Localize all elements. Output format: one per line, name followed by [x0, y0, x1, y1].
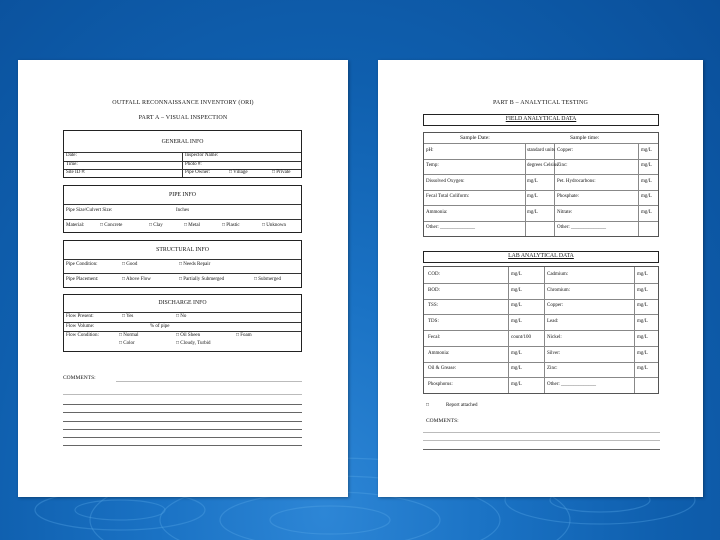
lab-analytical-cell[interactable]: mg/L — [637, 303, 648, 309]
lab-analytical-cell[interactable]: mg/L — [511, 350, 522, 356]
lab-analytical-cell[interactable]: mg/L — [637, 334, 648, 340]
field-analytical-cell: Ammonia: — [426, 209, 448, 215]
lab-analytical-table — [423, 266, 659, 394]
above-flow-checkbox[interactable]: □ Above Flow — [122, 277, 151, 282]
inspector-name-field[interactable]: Inspector Name: — [185, 153, 219, 158]
lab-analytical-cell: Cadmium: — [547, 271, 569, 277]
comment-line[interactable] — [63, 429, 302, 430]
time-field[interactable]: Time: — [66, 162, 78, 167]
lab-analytical-header: LAB ANALYTICAL DATA — [508, 253, 574, 259]
field-analytical-cell[interactable]: mg/L — [641, 209, 652, 215]
good-checkbox[interactable]: □ Good — [122, 262, 138, 267]
lab-analytical-cell[interactable]: mg/L — [637, 319, 648, 325]
pipe-placement-label: Pipe Placement: — [66, 277, 99, 282]
sample-time-label: Sample time: — [570, 135, 600, 141]
field-analytical-cell[interactable]: mg/L — [641, 147, 652, 153]
comment-line[interactable] — [63, 437, 302, 438]
structural-info-box — [63, 240, 302, 288]
field-analytical-cell[interactable]: degrees Celsius — [527, 163, 559, 169]
lab-analytical-cell: BOD: — [428, 287, 440, 293]
normal-checkbox[interactable]: □ Normal — [119, 333, 139, 338]
clay-checkbox[interactable]: □ Clay — [149, 223, 163, 228]
lab-analytical-cell: Silver: — [547, 350, 561, 356]
comment-line[interactable] — [63, 404, 302, 405]
oil-sheen-checkbox[interactable]: □ Oil Sheen — [176, 333, 201, 338]
private-checkbox[interactable]: □ Private — [272, 170, 291, 175]
flow-present-label: Flow Present: — [66, 314, 94, 319]
general-info-header: GENERAL INFO — [161, 139, 204, 145]
field-analytical-cell[interactable]: mg/L — [641, 178, 652, 184]
field-analytical-cell[interactable]: mg/L — [527, 209, 538, 215]
pipe-owner-label: Pipe Owner: — [185, 170, 211, 175]
lab-analytical-cell: Nickel: — [547, 334, 562, 340]
lab-analytical-cell: Ammonia: — [428, 350, 450, 356]
comments-label: COMMENTS: — [426, 418, 459, 424]
site-id-field[interactable]: Site ID #: — [66, 170, 86, 175]
inches-label: Inches — [176, 208, 190, 213]
form-page-part-b — [378, 60, 703, 497]
lab-analytical-cell: Chromium: — [547, 287, 571, 293]
partially-submerged-checkbox[interactable]: □ Partially Submerged — [179, 277, 225, 282]
pipe-info-box — [63, 185, 302, 233]
lab-analytical-cell[interactable]: mg/L — [511, 303, 522, 309]
flow-condition-label: Flow Condition: — [66, 333, 99, 338]
lab-analytical-header-box — [423, 251, 659, 263]
field-analytical-cell: Zinc: — [557, 163, 568, 169]
pipe-condition-label: Pipe Condition: — [66, 262, 98, 267]
comment-line[interactable] — [423, 449, 660, 450]
pipe-info-header: PIPE INFO — [169, 192, 196, 198]
lab-analytical-cell: Zinc: — [547, 366, 558, 372]
checkbox-icon[interactable]: □ — [426, 403, 430, 408]
lab-analytical-cell[interactable]: mg/L — [511, 366, 522, 372]
comment-line[interactable] — [63, 421, 302, 422]
form-title: OUTFALL RECONNAISSANCE INVENTORY (ORI) — [112, 100, 254, 106]
sample-date-label: Sample Date: — [460, 135, 490, 141]
village-checkbox[interactable]: □ Village — [229, 170, 248, 175]
plastic-checkbox[interactable]: □ Plastic — [222, 223, 240, 228]
date-field[interactable]: Date: — [66, 153, 77, 158]
lab-analytical-cell[interactable]: mg/L — [637, 366, 648, 372]
percent-of-pipe-field[interactable]: % of pipe — [150, 324, 170, 329]
flow-volume-label: Flow Volume: — [66, 324, 95, 329]
metal-checkbox[interactable]: □ Metal — [184, 223, 200, 228]
foam-checkbox[interactable]: □ Foam — [236, 333, 252, 338]
pipe-size-field[interactable]: Pipe Size/Culvert Size: — [66, 208, 113, 213]
lab-analytical-cell[interactable]: mg/L — [637, 287, 648, 293]
comment-line[interactable] — [423, 440, 660, 441]
lab-analytical-cell[interactable]: mg/L — [637, 271, 648, 277]
field-analytical-cell[interactable]: mg/L — [641, 163, 652, 169]
comment-line[interactable] — [116, 381, 302, 382]
field-analytical-table — [423, 132, 659, 237]
field-analytical-cell: Copper: — [557, 147, 574, 153]
cloudy-turbid-checkbox[interactable]: □ Cloudy, Turbid — [176, 341, 211, 346]
lab-analytical-cell[interactable]: mg/L — [511, 382, 522, 388]
discharge-info-header: DISCHARGE INFO — [158, 300, 207, 306]
field-analytical-cell[interactable]: mg/L — [527, 178, 538, 184]
concrete-checkbox[interactable]: □ Concrete — [100, 223, 123, 228]
comment-line[interactable] — [63, 412, 302, 413]
part-a-subtitle: PART A – VISUAL INSPECTION — [138, 115, 228, 121]
field-analytical-header-box — [423, 114, 659, 126]
material-label: Material: — [66, 223, 85, 228]
form-page-part-a — [18, 60, 348, 497]
needs-repair-checkbox[interactable]: □ Needs Repair — [179, 262, 211, 267]
lab-analytical-cell: Fecal: — [428, 334, 441, 340]
field-analytical-cell: Phosphate: — [557, 194, 579, 200]
photo-number-field[interactable]: Photo #: — [185, 162, 202, 167]
submerged-checkbox[interactable]: □ Submerged — [254, 277, 281, 282]
lab-analytical-cell[interactable]: mg/L — [511, 271, 522, 277]
field-analytical-cell[interactable]: mg/L — [527, 194, 538, 200]
lab-analytical-cell: Other: ______________ — [547, 382, 597, 388]
field-analytical-cell: Other: ______________ — [557, 225, 607, 231]
comments-label: COMMENTS: — [63, 375, 96, 381]
comment-line[interactable] — [423, 432, 660, 433]
field-analytical-cell: Pet. Hydrocarbons: — [557, 178, 596, 184]
field-analytical-cell: Fecal Total Coliform: — [426, 194, 470, 200]
report-attached-label: Report attached — [446, 403, 478, 408]
field-analytical-cell[interactable]: mg/L — [641, 194, 652, 200]
part-b-title: PART B – ANALYTICAL TESTING — [492, 100, 589, 106]
yes-checkbox[interactable]: □ Yes — [122, 314, 134, 319]
discharge-info-box — [63, 294, 302, 352]
lab-analytical-cell: TDS: — [428, 319, 439, 325]
field-analytical-cell: Other: ______________ — [426, 225, 476, 231]
lab-analytical-cell: TSS: — [428, 303, 439, 309]
field-analytical-cell: Temp: — [426, 163, 439, 169]
comment-line[interactable] — [63, 445, 302, 446]
lab-analytical-cell: Lead: — [547, 319, 559, 325]
no-checkbox[interactable]: □ No — [176, 314, 187, 319]
field-analytical-header: FIELD ANALYTICAL DATA — [505, 116, 577, 122]
lab-analytical-cell[interactable]: mg/L — [511, 287, 522, 293]
lab-analytical-cell: Copper: — [547, 303, 564, 309]
lab-analytical-cell[interactable]: mg/L — [637, 350, 648, 356]
lab-analytical-cell[interactable]: mg/L — [511, 319, 522, 325]
color-checkbox[interactable]: □ Color — [119, 341, 135, 346]
field-analytical-cell[interactable]: standard units — [527, 147, 555, 153]
structural-info-header: STRUCTURAL INFO — [156, 247, 209, 253]
general-info-box — [63, 130, 302, 178]
lab-analytical-cell: Oil & Grease: — [428, 366, 457, 372]
field-analytical-cell: pH: — [426, 147, 434, 153]
field-analytical-cell: Dissolved Oxygen: — [426, 178, 465, 184]
comment-line[interactable] — [63, 394, 302, 395]
lab-analytical-cell: COD: — [428, 271, 440, 277]
lab-analytical-cell[interactable]: count/100 — [511, 334, 531, 340]
lab-analytical-cell: Phosphorus: — [428, 382, 453, 388]
field-analytical-cell: Nitrate: — [557, 209, 573, 215]
unknown-checkbox[interactable]: □ Unknown — [262, 223, 286, 228]
